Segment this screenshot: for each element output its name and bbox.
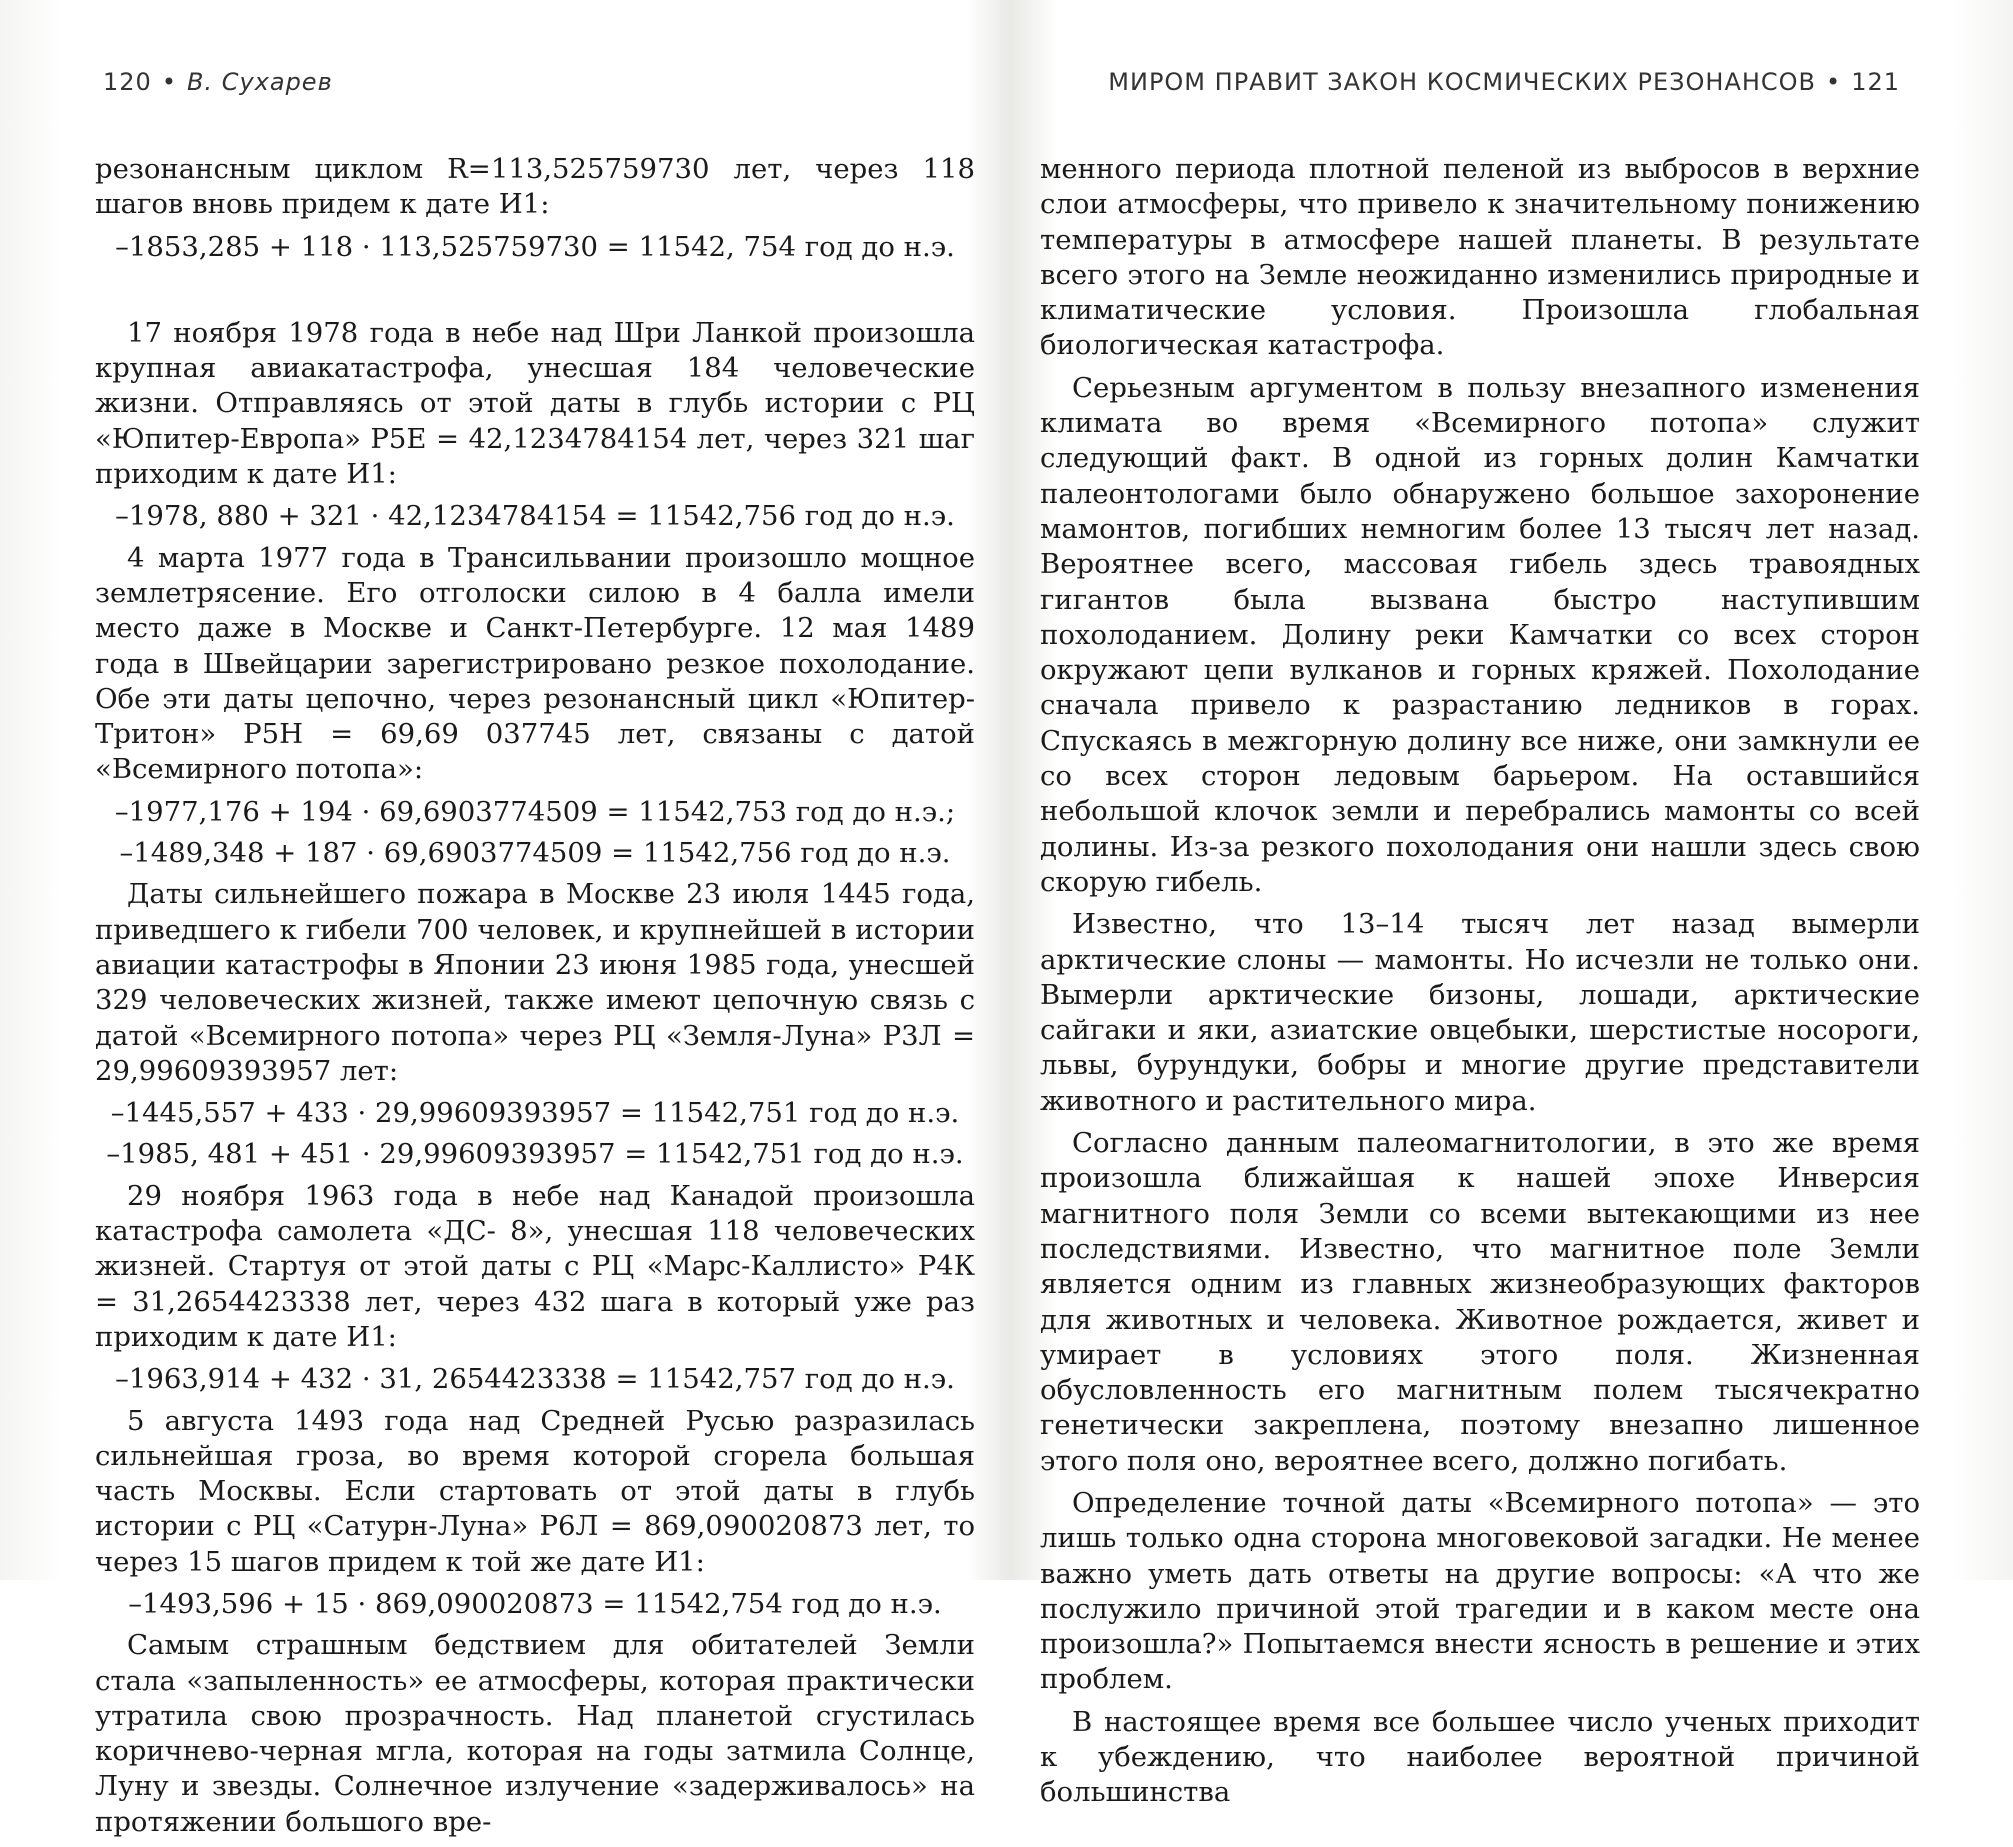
left-body-text [95,152,975,1847]
right-page-number: 121 [1851,68,1900,96]
formula-line: –1445,557 + 433 · 29,99609393957 = 11542,751 год до н.э. [110,1097,960,1130]
left-running-head [103,68,333,96]
bullet-separator: • [1826,68,1842,96]
paragraph: резонансным циклом R=113,525759730 лет, через 118 шагов вновь придем к дате И1: [95,153,975,221]
formula-line: –1985, 481 + 451 · 29,99609393957 = 11542,751 год до н.э. [106,1138,964,1171]
formula-line: –1963,914 + 432 · 31, 2654423338 = 11542,757 год до н.э. [115,1363,955,1396]
formula-line: –1978, 880 + 321 · 42,1234784154 = 11542,756 год до н.э. [115,500,955,533]
paragraph: Даты сильнейшего пожара в Москве 23 июля 1445 года, приведшего к гибели 700 человек, и крупнейшей в истории авиации катастрофы в Японии 23 июня 1985 года, унесшей 329 человеческих жизней, также имеют цепочную связь с датой «Всемирного потопа» через РЦ «Земля-Луна» Р3Л = 29,99609393957 лет: [95,878,975,1087]
formula-line: –1493,596 + 15 · 869,090020873 = 11542,754 год до н.э. [128,1587,942,1620]
formula-line: –1853,285 + 118 · 113,525759730 = 11542, 754 год до н.э. [115,230,955,263]
left-page-number: 120 [103,68,152,96]
left-page [95,0,975,1838]
paragraph: Известно, что 13–14 тысяч лет назад вымерли арктические слоны — мамонты. Но исчезли не только они. Вымерли арктические бизоны, лошади, арктические сайгаки и яки, азиатские овцебыки, шерстистые носороги, львы, бурундуки, бобры и многие другие представители животного и растительного мира. [1040,908,1920,1117]
paragraph-gap [95,271,975,316]
paragraph: 5 августа 1493 года над Средней Русью разразилась сильнейшая гроза, во время которой сгорела большая часть Москвы. Если стартовать от этой даты в глубь истории с РЦ «Сатурн-Луна» Р6Л = 869,090020873 лет, то через 15 шагов придем к той же дате И1: [95,1404,975,1578]
right-page [1040,0,1920,1809]
paragraph: 4 марта 1977 года в Трансильвании произошло мощное землетрясение. Его отголоски силою в 4 балла имели место даже в Москве и Санкт-Петербурге. 12 мая 1489 года в Швейцарии зарегистрировано резкое похолодание. Обе эти даты цепочно, через резонансный цикл «Юпитер-Тритон» Р5Н = 69,69 037745 лет, связаны с датой «Всемирного потопа»: [95,541,975,786]
paragraph: Определение точной даты «Всемирного потопа» — это лишь только одна сторона многовековой загадки. Не менее важно уметь дать ответы на другие вопросы: «А что же послужило причиной этой трагедии и в каком месте она произошла?» Попытаемся внести ясность в решение и этих проблем. [1040,1486,1920,1696]
paragraph: Серьезным аргументом в пользу внезапного изменения климата во время «Всемирного потопа» служит следующий факт. В одной из горных долин Камчатки палеонтологами было обнаружено большое захоронение мамонтов, погибших немногим более 13 тысяч лет назад. Вероятнее всего, массовая гибель здесь травоядных гигантов была вызвана быстро наступившим похолоданием. Долину реки Камчатки со всех сторон окружают цепи вулканов и горных кряжей. Похолодание сначала привело к разрастанию ледников в горах. Спускаясь в межгорную долину все ниже, они замкнули ее со всех сторон ледовым барьером. На оставшийся небольшой клочок земли и перебрались мамонты со всей долины. Из-за резкого похолодания они нашли здесь свою скорую гибель. [1040,371,1920,898]
paragraph: менного периода плотной пеленой из выбросов в верхние слои атмосферы, что привело к значительному понижению температуры в атмосфере нашей планеты. В результате всего этого на Земле неожиданно изменились природные и климатические условия. Произошла глобальная биологическая катастрофа. [1040,153,1920,362]
right-running-head [1108,68,1900,96]
paragraph: Согласно данным палеомагнитологии, в это же время произошла ближайшая к нашей эпохе Инверсия магнитного поля Земли со всеми вытекающими из нее последствиями. Известно, что магнитное поле Земли является одним из главных жизнеобразующих факторов для животных и человека. Животное рождается, живет и умирает в условиях этого поля. Жизненная обусловленность его магнитным полем тысячекратно генетически закреплена, поэтому внезапно лишенное этого поля оно, вероятнее всего, должно погибать. [1040,1127,1920,1477]
chapter-running-title: МИРОМ ПРАВИТ ЗАКОН КОСМИЧЕСКИХ РЕЗОНАНСОВ [1108,68,1817,96]
bullet-separator: • [161,68,177,96]
right-body-text [1040,152,1920,1818]
author-name: В. Сухарев [186,68,333,96]
paragraph: В настоящее время все большее число ученых приходит к убеждению, что наиболее вероятной причиной большинства [1040,1705,1920,1809]
formula-line: –1489,348 + 187 · 69,6903774509 = 11542,756 год до н.э. [119,837,951,870]
formula-line: –1977,176 + 194 · 69,6903774509 = 11542,753 год до н.э.; [114,795,956,828]
paragraph: 17 ноября 1978 года в небе над Шри Ланкой произошла крупная авиакатастрофа, унесшая 184 человеческие жизни. Отправляясь от этой даты в глубь истории с РЦ «Юпитер-Европа» Р5Е = 42,1234784154 лет, через 321 шаг приходим к дате И1: [95,316,975,491]
paragraph: Самым страшным бедствием для обитателей Земли стала «запыленность» ее атмосферы, которая практически утратила свою прозрачность. Над планетой сгустилась коричнево-черная мгла, которая на годы затмила Солнце, Луну и звезды. Солнечное излучение «задерживалось» на протяжении большого вре- [95,1629,975,1838]
paragraph: 29 ноября 1963 года в небе над Канадой произошла катастрофа самолета «ДС- 8», унесшая 118 человеческих жизней. Стартуя от этой даты с РЦ «Марс-Каллисто» Р4К = 31,2654423338 лет, через 432 шага в который уже раз приходим к дате И1: [95,1179,975,1353]
